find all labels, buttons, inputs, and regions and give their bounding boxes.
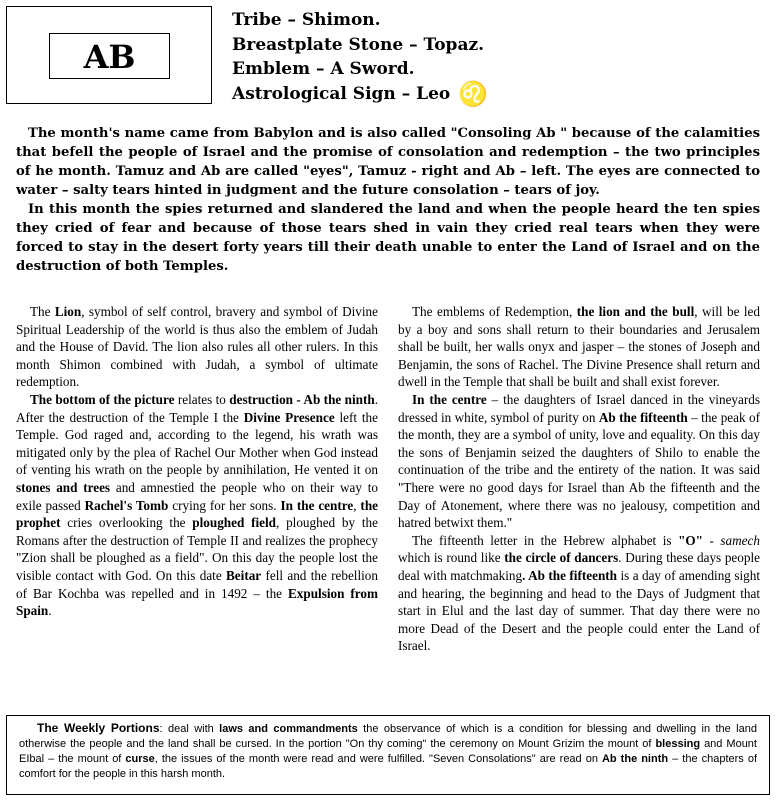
tribe-value: Shimon. [301,10,381,30]
month-title: AB [49,33,170,79]
destruction-paragraph: The bottom of the picture relates to destruction - Ab the ninth. After the destruction of the Temple I the Divine Presence left the Temple. God raged and, according to the legend, his wrath was mitigated only by the plea of Rachel Our Mother when God instead of venting his wrath on the people by annihilation, He vented it on stones and trees and amnestied the people who on their way to exile passed Rachel's Tomb crying for her sons. In the centre, the prophet cries overlooking the ploughed field, ploughed by the Romans after the destruction of Temple II and realizes the prophecy "Zion shall be ploughed as a field". On this day the people lost the visible contact with God. On this date Beitar fell and the rebellion of Bar Kochba was repelled and in 1492 – the Expulsion from Spain. [16,391,379,619]
leo-icon: ♌ [458,79,489,108]
redemption-paragraph: The emblems of Redemption, the lion and the bull, will be led by a boy and sons shall return to their boundaries and Jerusalem shall be built, her walls onyx and jasper – the stones of Joseph and Benjamin, the sons of Rachel. The Divine Presence shall return and dwell in the Temple that shall be built and shall exist forever. [398,304,761,390]
title-box [6,6,212,104]
weekly-portions-heading: The Weekly Portions [37,721,160,735]
tribe-label: Tribe – [232,10,302,30]
lion-paragraph: The Lion, symbol of self control, bravery and symbol of Divine Spiritual Leadership of the world is thus also the emblem of Judah and the House of David. The lion also rules all other rulers. In this month Shimon combined with Judah, a symbol of ultimate redemption. [16,304,378,390]
sign-value: Leo [416,83,451,104]
centre-paragraph: In the centre – the daughters of Israel danced in the vineyards dressed in white, symbol of purity on Ab the fifteenth – the peak of the month, they are a symbol of unity, love and equality. On this day the sons of Benjamin seized the daughters of Shilo to enable the continuation of the tribe and the entirety of the nation. It was said "There were no good days for Israel than Ab the fifteenth and the Day of Atonement, where there was no jealousy, competition and hatred betwixt them." [398,391,760,531]
emblem-line [232,57,488,82]
weekly-portions-box [6,715,770,795]
stone-value: Topaz. [423,34,485,55]
weekly-portions-text: The Weekly Portions: deal with laws and commandments the observance of which is a condition for blessing and dwelling in the land otherwise the people and the land shall be cursed. In the portion "On thy coming" the ceremony on Mount Grizim the mount of blessing and Mount EIbal – the mount of curse, the issues of the month were read and were fulfilled. "Seven Consolations" are read on Ab the ninth – the chapters of comfort for the people in this harsh month. [19,721,758,780]
left-column [16,303,378,620]
sign-label: Astrological Sign – [232,83,417,104]
fifteenth-paragraph: The fifteenth letter in the Hebrew alphabet is "O" - samech which is round like the circle of dancers. During these days people deal with matchmaking. Ab the fifteenth is a day of amending sight and hearing, the beginning and head to the Days of Judgment that start in Elul and the last day of summer. That day there were no more Dead of the Desert and the people could enter the Land of Israel. [398,532,760,654]
intro-paragraph-1: The month's name came from Babylon and is also called "Consoling Ab " because of the calamities that befell the people of Israel and the promise of consolation and redemption – the two principles of he month. Tamuz and Ab are called "eyes", Tamuz - right and Ab – left. The eyes are connected to water – salty tears hinted in judgment and the future consolation – tears of joy. [16,126,761,198]
stone-line [232,33,488,58]
month-facts [232,8,488,106]
emblem-value: A Sword. [330,59,415,79]
stone-label: Breastplate Stone – [232,34,424,55]
sign-line [232,79,489,108]
right-column [398,303,760,655]
intro-text [16,124,760,276]
tribe-line [232,8,488,33]
emblem-label: Emblem – [232,59,331,79]
intro-paragraph-2: In this month the spies returned and slandered the land and when the people heard the ten spies they cried of fear and because of those tears shed in vain they cried real tears when they were forced to stay in the desert forty years till their death unable to enter the Land of Israel and on the destruction of both Temples. [16,202,761,274]
